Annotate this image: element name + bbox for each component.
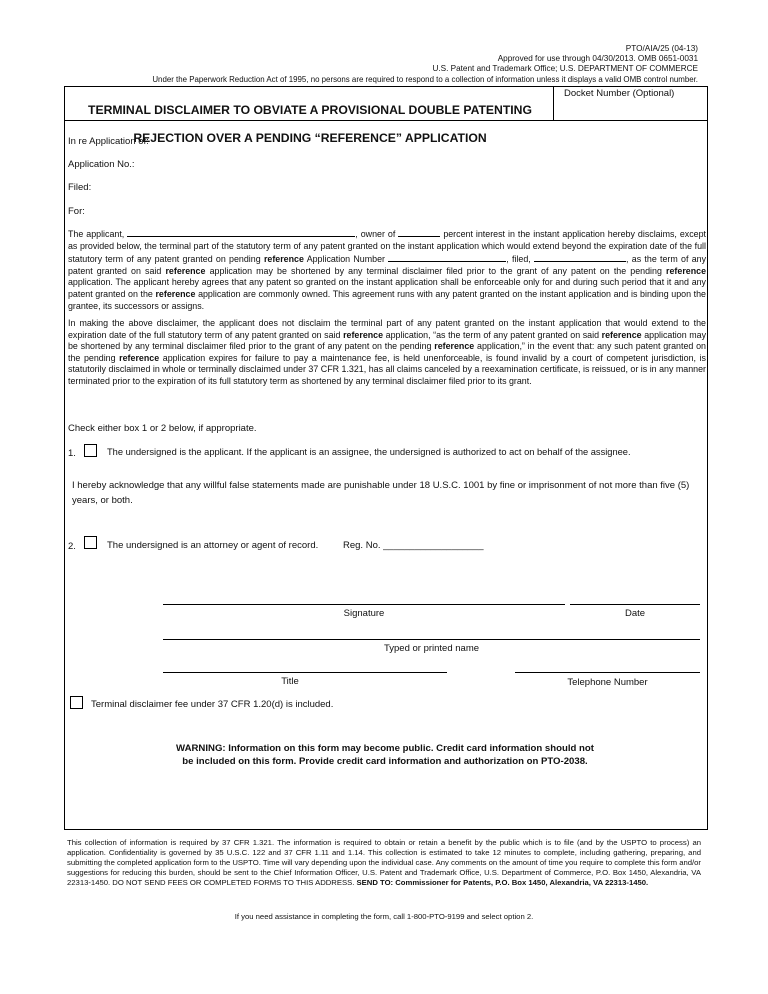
docket-label: Docket Number (Optional) bbox=[564, 88, 675, 99]
fee-included-text: Terminal disclaimer fee under 37 CFR 1.20(d) is included. bbox=[91, 699, 334, 710]
option-1-number: 1. bbox=[68, 448, 76, 459]
p1-text-f: , as the term of any patent granted on said bbox=[68, 254, 707, 276]
p1-text-b: , owner of bbox=[355, 229, 396, 239]
for-label: For: bbox=[68, 206, 85, 217]
p2-ref-3: reference bbox=[434, 341, 475, 352]
p1-text-h: application. The applicant hereby agrees that any patent so granted on the instant application shall be enforceable only for and during such period that it and any patent granted on the bbox=[68, 277, 706, 299]
burden-statement bbox=[67, 838, 701, 888]
send-to-text: SEND TO: Commissioner for Patents, P.O. Box 1450, Alexandria, VA 22313-1450. bbox=[356, 878, 649, 887]
title-line[interactable] bbox=[163, 672, 447, 673]
paperwork-notice: Under the Paperwork Reduction Act of 1995, no persons are required to respond to a collection of information unless it displays a valid OMB control number. bbox=[152, 75, 698, 84]
warning-line-1: WARNING: Information on this form may become public. Credit card information should not bbox=[176, 743, 594, 754]
title-line-1: TERMINAL DISCLAIMER TO OBVIATE A PROVISIONAL DOUBLE PATENTING bbox=[88, 103, 532, 117]
p2-ref-4: reference bbox=[119, 352, 160, 363]
p2-ref-1: reference bbox=[343, 329, 384, 340]
assistance-text: If you need assistance in completing the form, call 1-800-PTO-9199 and select option 2. bbox=[234, 912, 534, 921]
disclaimer-paragraph bbox=[68, 227, 706, 312]
acknowledgment-text: I hereby acknowledge that any willful false statements made are punishable under 18 U.S.C. 1001 by fine or imprisonment of not more than five (5) years, or both. bbox=[72, 480, 690, 506]
p1-text-e: , filed, bbox=[506, 254, 531, 265]
typed-name-label: Typed or printed name bbox=[383, 643, 480, 654]
typed-name-line[interactable] bbox=[163, 639, 700, 640]
option-2-number: 2. bbox=[68, 541, 76, 552]
p2-text-d: application,” in the event that: any such patent granted on the pending bbox=[68, 341, 706, 363]
option-1-checkbox[interactable] bbox=[84, 444, 97, 457]
p2-text-c: application may be shortened by any terminal disclaimer filed prior to the grant of any patent on the pending bbox=[68, 329, 707, 352]
telephone-line[interactable] bbox=[515, 672, 700, 673]
applicant-name-blank[interactable] bbox=[127, 227, 355, 237]
option-2-text: The undersigned is an attorney or agent of record. bbox=[107, 540, 319, 551]
p1-ref-1: reference bbox=[263, 254, 304, 265]
option-2-checkbox[interactable] bbox=[84, 536, 97, 549]
approval-line: Approved for use through 04/30/2013. OMB 0651-0031 bbox=[497, 54, 698, 63]
p2-text-e: application expires for failure to pay a maintenance fee, is held unenforceable, is found invalid by a court of competent jurisdiction, is statutorily disclaimed in whole or terminally disclaimed under 37 CFR 1.321, has all claims canceled by a reexamination certificate, is reissued, or is in any manner terminated prior to the expiration of its full statutory term as shortened by any terminal disclaimer filed prior to its grant. bbox=[68, 352, 706, 386]
p1-text-i: application are commonly owned. This agreement runs with any patent granted on the instant application and is binding upon the grantee, its successors or assigns. bbox=[68, 288, 706, 311]
warning-line-2: be included on this form. Provide credit card information and authorization on PTO-2038. bbox=[182, 755, 588, 767]
p1-ref-3: reference bbox=[666, 265, 707, 276]
date-label: Date bbox=[624, 608, 646, 619]
reference-app-number-blank[interactable] bbox=[388, 252, 506, 262]
p1-ref-4: reference bbox=[155, 288, 196, 299]
p2-text-a: In making the above disclaimer, the applicant does not disclaim the terminal part of any patent granted on the instant application that would extend to the expiration date of the full statutory term of any patent granted on said bbox=[68, 318, 706, 340]
agency-line: U.S. Patent and Trademark Office; U.S. DEPARTMENT OF COMMERCE bbox=[432, 64, 698, 73]
p1-text-c: percent interest in the instant application hereby disclaims, except as provided below, the terminal part of the statutory term of any patent granted on the instant application which would extend beyond the expiration date of the full statutory term of any patent granted on pending bbox=[68, 229, 707, 265]
check-instruction: Check either box 1 or 2 below, if appropriate. bbox=[68, 423, 257, 434]
date-line[interactable] bbox=[570, 604, 700, 605]
docket-number-field[interactable] bbox=[553, 87, 709, 121]
reg-no-field[interactable]: Reg. No. ___________________ bbox=[343, 540, 484, 551]
option-1-text: The undersigned is the applicant. If the applicant is an assignee, the undersigned is authorized to act on behalf of the assignee. bbox=[107, 447, 631, 457]
form-id: PTO/AIA/25 (04-13) bbox=[625, 44, 698, 53]
percent-interest-blank[interactable] bbox=[398, 227, 440, 237]
signature-label: Signature bbox=[343, 608, 385, 619]
p1-text-d: Application Number bbox=[306, 254, 385, 265]
disclaimer-exception-paragraph bbox=[68, 318, 706, 388]
filed-label: Filed: bbox=[68, 182, 92, 193]
burden-text: This collection of information is required by 37 CFR 1.321. The information is required to obtain or retain a benefit by the public which is to file (and by the USPTO to process) an application. Confidentiality is governed by 35 U.S.C. 122 and 37 CFR 1.11 and 1.14. This collection is estimated to take 12 minutes to complete, including gathering, preparing, and submitting the completed application form to the USPTO. Time will vary depending upon the individual case. Any comments on the amount of time you require to complete this form and/or suggestions for reducing this burden, should be sent to the Chief Information Officer, U.S. Patent and Trademark Office, U.S. Department of Commerce, P.O. Box 1450, Alexandria, VA 22313-1450. DO NOT SEND FEES OR COMPLETED FORMS TO THIS ADDRESS. bbox=[67, 838, 701, 887]
telephone-label: Telephone Number bbox=[567, 677, 648, 688]
p2-ref-2: reference bbox=[601, 329, 642, 340]
p2-text-b: application, “as the term of any patent granted on said bbox=[385, 329, 600, 340]
title-line-2: REJECTION OVER A PENDING “REFERENCE” APPLICATION bbox=[133, 131, 487, 145]
filed-date-blank[interactable] bbox=[534, 252, 626, 262]
form-box bbox=[64, 86, 708, 830]
fee-included-checkbox[interactable] bbox=[70, 696, 83, 709]
p1-ref-2: reference bbox=[165, 265, 206, 276]
p1-text-g: application may be shortened by any terminal disclaimer filed prior to the grant of any patent on the pending bbox=[209, 265, 662, 276]
signature-line[interactable] bbox=[163, 604, 565, 605]
in-re-label: In re Application of: bbox=[68, 136, 149, 147]
title-label: Title bbox=[281, 676, 299, 687]
warning-notice bbox=[105, 743, 665, 768]
application-no-label: Application No.: bbox=[68, 159, 135, 170]
p1-text-a: The applicant, bbox=[68, 229, 125, 239]
